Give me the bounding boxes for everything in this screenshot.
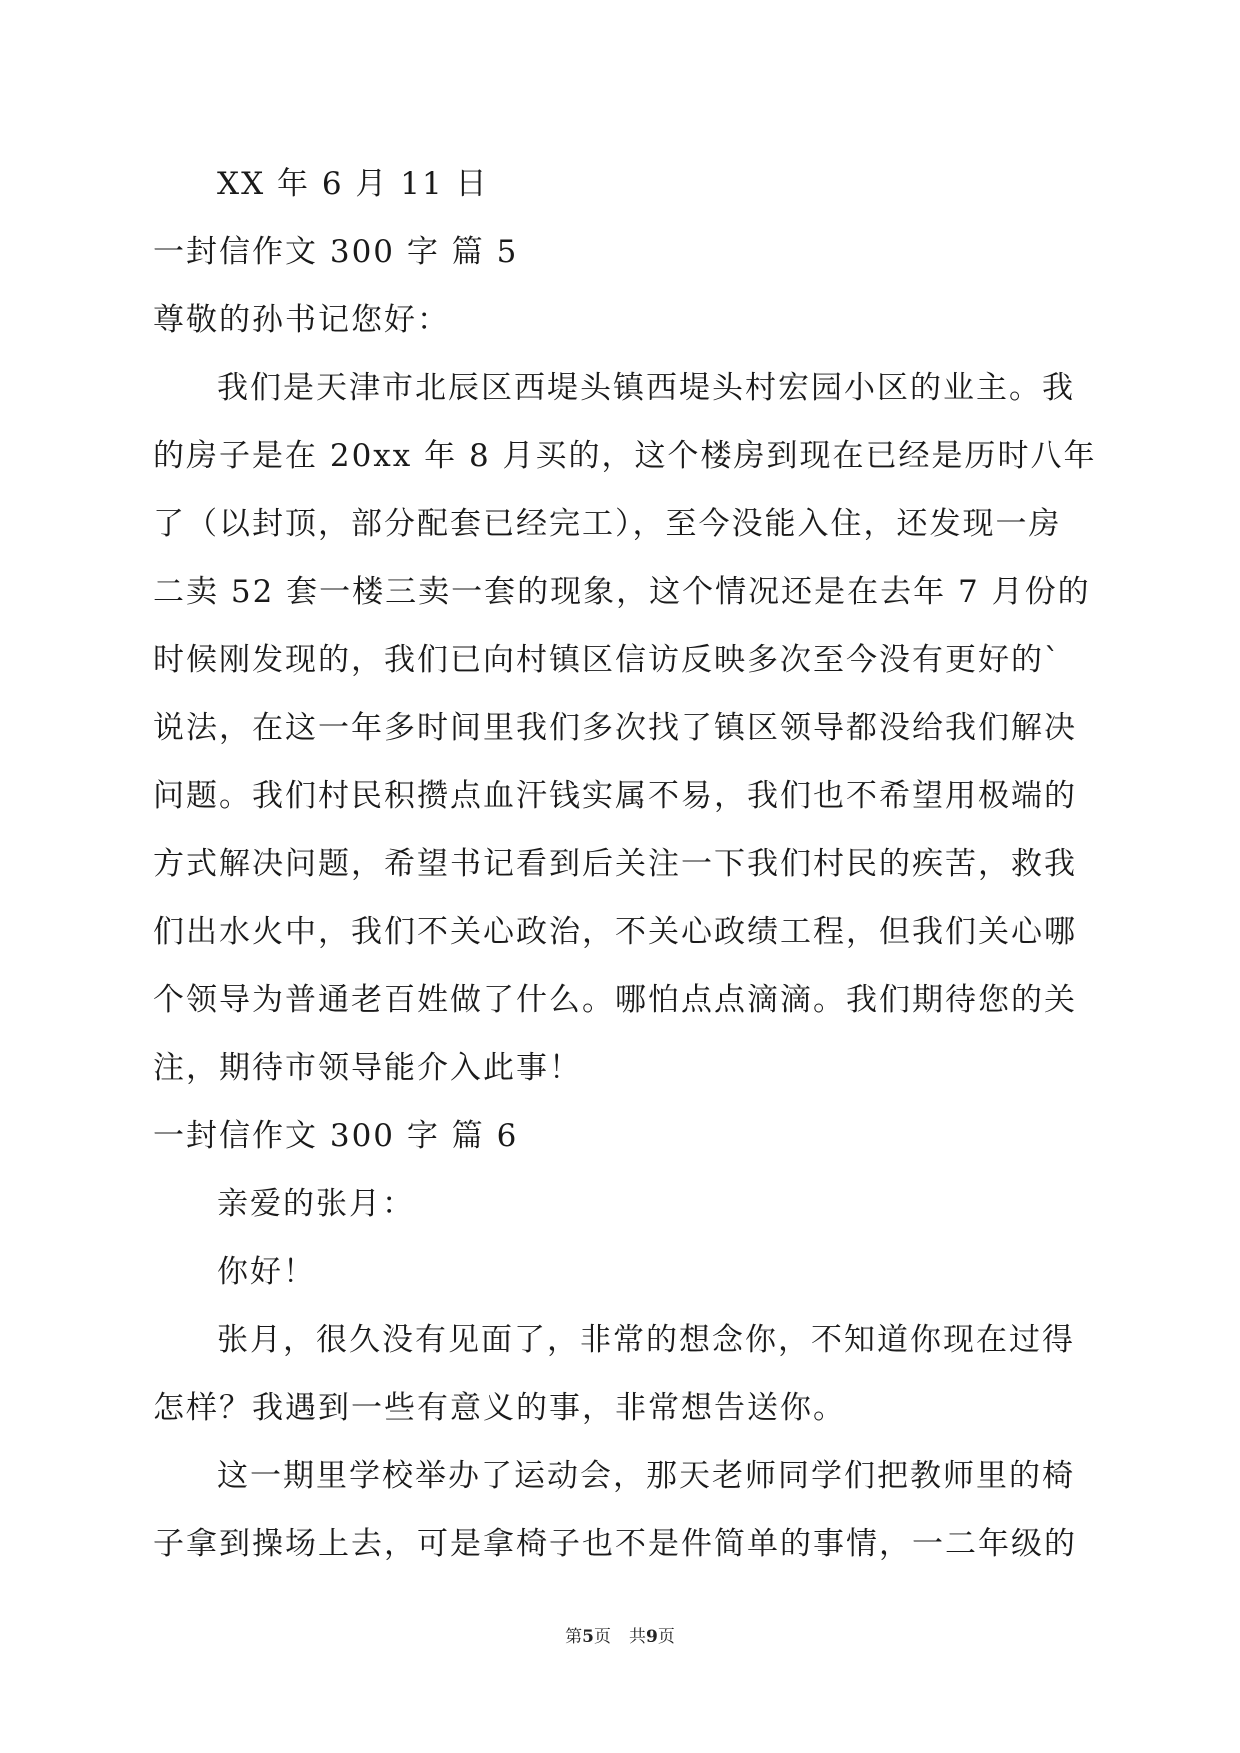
paragraph-line: 张月，很久没有见面了，非常的想念你，不知道你现在过得 xyxy=(217,1322,1075,1358)
date-line: XX 年 6 月 11 日 xyxy=(217,166,489,202)
salutation-line: 尊敬的孙书记您好： xyxy=(153,302,450,338)
paragraph-line: 我们是天津市北辰区西堤头镇西堤头村宏园小区的业主。我 xyxy=(217,370,1075,406)
footer-prefix: 第 xyxy=(565,1627,583,1647)
total-pages: 9 xyxy=(646,1627,658,1647)
paragraph-line: 时候刚发现的，我们已向村镇区信访反映多次至今没有更好的` xyxy=(153,642,1062,678)
paragraph-line: 子拿到操场上去，可是拿椅子也不是件简单的事情，一二年级的 xyxy=(153,1526,1077,1562)
paragraph-line: 怎样？我遇到一些有意义的事，非常想告送你。 xyxy=(153,1390,846,1426)
paragraph-line: 注，期待市领导能介入此事！ xyxy=(153,1050,582,1086)
page-footer xyxy=(0,1622,1240,1647)
paragraph-line: 方式解决问题，希望书记看到后关注一下我们村民的疾苦，救我 xyxy=(153,846,1077,882)
greeting-line: 你好！ xyxy=(217,1254,316,1290)
footer-total-suffix: 页 xyxy=(657,1627,675,1647)
salutation-line: 亲爱的张月： xyxy=(217,1186,415,1222)
paragraph-line: 了（以封顶，部分配套已经完工），至今没能入住，还发现一房 xyxy=(153,506,1062,542)
footer-page-suffix: 页 xyxy=(594,1627,611,1647)
paragraph-line: 个领导为普通老百姓做了什么。哪怕点点滴滴。我们期待您的关 xyxy=(153,982,1077,1018)
paragraph-line: 们出水火中，我们不关心政治，不关心政绩工程，但我们关心哪 xyxy=(153,914,1077,950)
paragraph-line: 二卖 52 套一楼三卖一套的现象，这个情况还是在去年 7 月份的 xyxy=(153,574,1091,610)
page-number: 5 xyxy=(582,1627,594,1647)
paragraph-line: 说法，在这一年多时间里我们多次找了镇区领导都没给我们解决 xyxy=(153,710,1077,746)
paragraph-line: 问题。我们村民积攒点血汗钱实属不易，我们也不希望用极端的 xyxy=(153,778,1077,814)
paragraph-line: 的房子是在 20xx 年 8 月买的，这个楼房到现在已经是历时八年 xyxy=(153,438,1097,474)
section-heading-6: 一封信作文 300 字 篇 6 xyxy=(153,1118,519,1154)
section-heading-5: 一封信作文 300 字 篇 5 xyxy=(153,234,519,270)
footer-total-prefix: 共 xyxy=(629,1627,646,1647)
paragraph-line: 这一期里学校举办了运动会，那天老师同学们把教师里的椅 xyxy=(217,1458,1075,1494)
document-body xyxy=(153,150,1097,1578)
